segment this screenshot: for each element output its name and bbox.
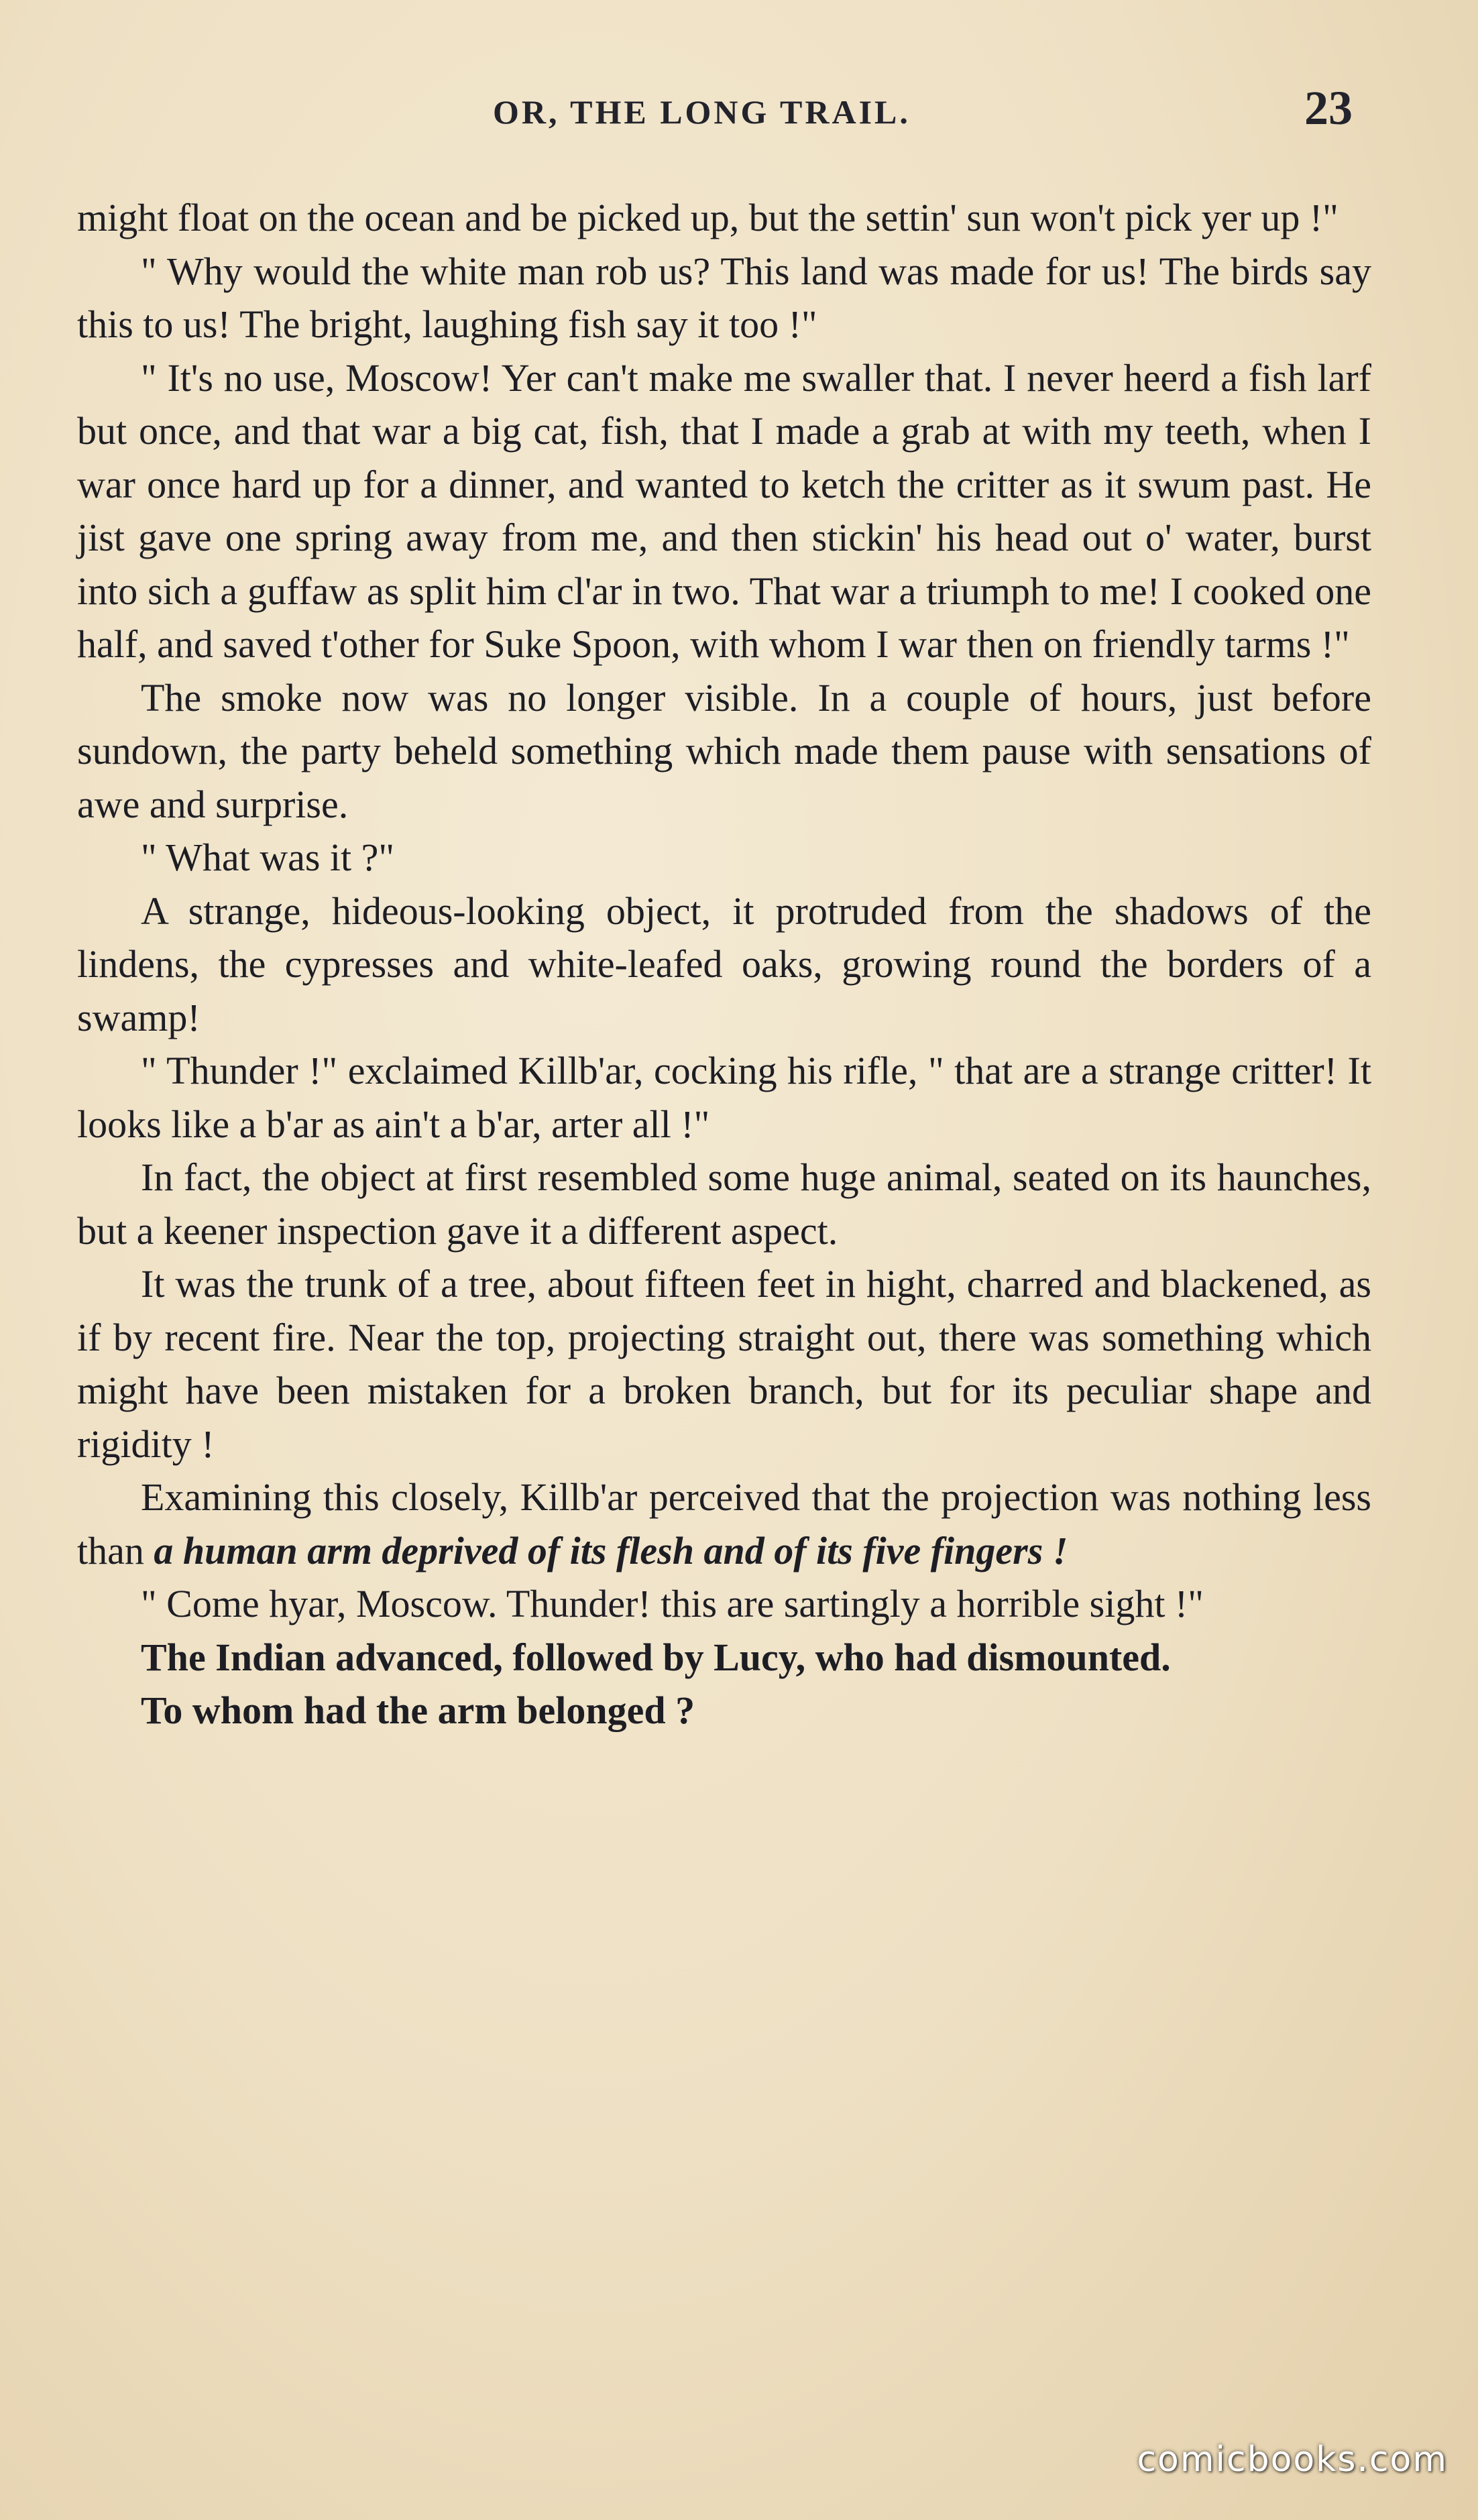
- paragraph: " Thunder !" exclaimed Killb'ar, cocking his rifle, " that are a strange critter! It looks like a b'ar as ain't a b'ar, arter all !": [77, 1049, 1371, 1146]
- paragraph: " It's no use, Moscow! Yer can't make me swaller that. I never heerd a fish larf but once, and that war a big cat, fish, that I made a grab at with my teeth, when I war once hard up for a dinner, and wanted to ketch the critter as it swum past. He jist gave one spring away from me, and then stickin' his head out o' water, burst into sich a guffaw as split him cl'ar in two. That war a triumph to me! I cooked one half, and saved t'other for Suke Spoon, with whom I war then on friendly tarms !": [77, 355, 1371, 666]
- paragraph-text: Examining this closely, Killb'ar perceived that the projection was nothing less than: [77, 1475, 1371, 1572]
- paragraph: It was the trunk of a tree, about fifteen feet in hight, charred and blackened, as if by recent fire. Near the top, projecting straight out, there was something which might have been mistaken for a broken branch, but for its peculiar shape and rigidity !: [77, 1262, 1371, 1466]
- paragraph: might float on the ocean and be picked up, but the settin' sun won't pick yer up !": [77, 196, 1339, 239]
- italic-phrase: a human arm deprived of its flesh and of its five fingers !: [154, 1528, 1068, 1572]
- paragraph: A strange, hideous-looking object, it protruded from the shadows of the lindens, the cypresses and white-leafed oaks, growing round the borders of a swamp!: [77, 889, 1371, 1039]
- paragraph: " What was it ?": [141, 836, 395, 879]
- paragraph: " Come hyar, Moscow. Thunder! this are sartingly a horrible sight !": [141, 1582, 1204, 1625]
- paragraph: " Why would the white man rob us? This land was made for us! The birds say this to us! The bright, laughing fish say it too !": [77, 249, 1371, 346]
- page-number: 23: [1304, 81, 1353, 135]
- paragraph: To whom had the arm belonged ?: [141, 1688, 695, 1732]
- paragraph: [77, 1471, 1371, 1577]
- watermark: comicbooks.com: [1137, 2440, 1448, 2480]
- paragraph: The Indian advanced, followed by Lucy, who had dismounted.: [141, 1635, 1171, 1679]
- paragraph: In fact, the object at first resembled some huge animal, seated on its haunches, but a keener inspection gave it a different aspect.: [77, 1155, 1371, 1253]
- paragraph: The smoke now was no longer visible. In a couple of hours, just before sundown, the party beheld something which made them pause with sensations of awe and surprise.: [77, 675, 1371, 826]
- page-header: [0, 79, 1478, 139]
- body-text: [77, 191, 1371, 1737]
- running-head: OR, THE LONG TRAIL.: [493, 93, 911, 131]
